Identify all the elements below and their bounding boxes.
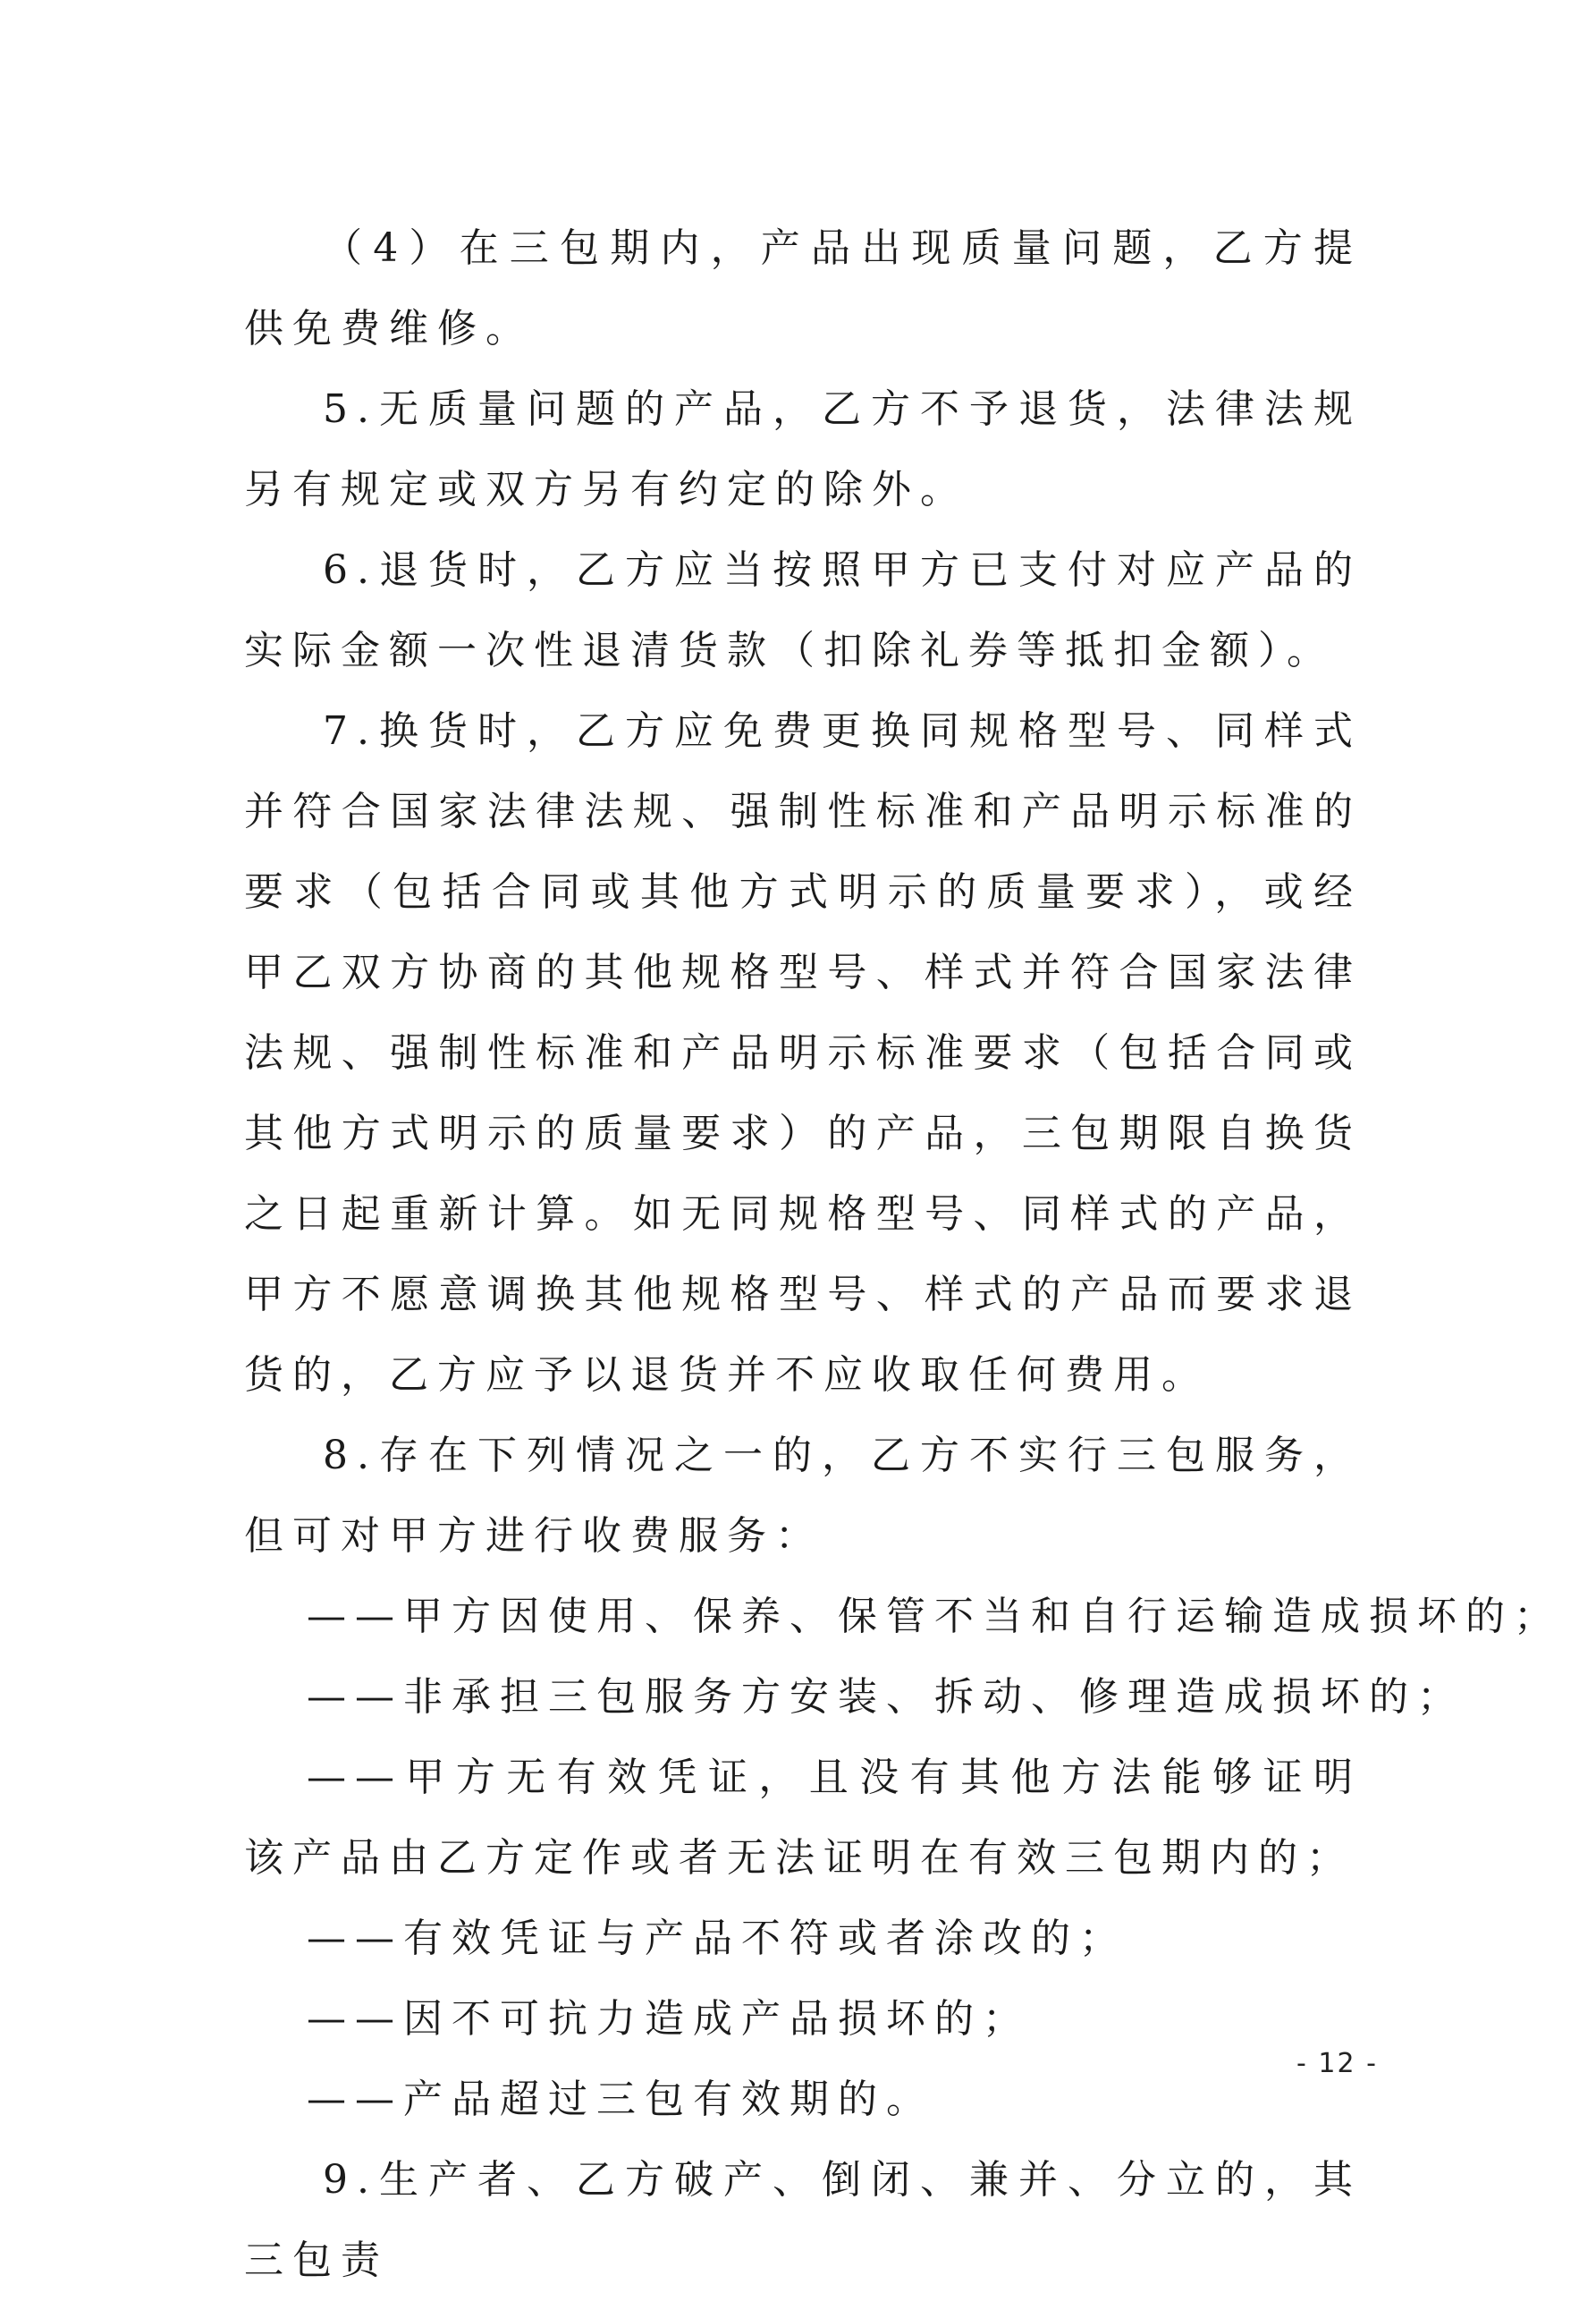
- paragraph-9-bankruptcy: 9.生产者、乙方破产、倒闭、兼并、分立的，其三包责: [244, 2157, 1362, 2283]
- paragraph-4-repair: （4）在三包期内，产品出现质量问题，乙方提供免费维修。: [244, 225, 1362, 351]
- exclusion-item: ——甲方无有效凭证，且没有其他方法能够证明该产品由乙方定作或者无法证明在有效三包期内的；: [244, 1755, 1362, 1881]
- exclusion-item: ——有效凭证与产品不符或者涂改的；: [307, 1916, 1127, 1961]
- exclusion-item: ——非承担三包服务方安装、拆动、修理造成损坏的；: [307, 1674, 1465, 1720]
- exclusion-item: ——因不可抗力造成产品损坏的；: [307, 1996, 1031, 2042]
- paragraph-7-exchange: 7.换货时，乙方应免费更换同规格型号、同样式并符合国家法律法规、强制性标准和产品明示标准的要求（包括合同或其他方式明示的质量要求），或经甲乙双方协商的其他规格型号、样式并符合国家法律法规、强制性标准和产品明示标准要求（包括合同或其他方式明示的质量要求）的产品，三包期限自换货之日起重新计算。如无同规格型号、同样式的产品，甲方不愿意调换其他规格型号、样式的产品而要求退货的，乙方应予以退货并不应收取任何费用。: [244, 708, 1362, 1398]
- paragraph-5-no-return: 5.无质量问题的产品，乙方不予退货，法律法规另有规定或双方另有约定的除外。: [244, 386, 1362, 512]
- document-body: [244, 208, 1562, 2301]
- page-number: - 12 -: [1296, 2048, 1378, 2079]
- exclusion-item: ——甲方因使用、保养、保管不当和自行运输造成损坏的；: [307, 1594, 1562, 1639]
- exclusion-item: ——产品超过三包有效期的。: [307, 2077, 934, 2122]
- paragraph-8-exclusions-intro: 8.存在下列情况之一的，乙方不实行三包服务，但可对甲方进行收费服务：: [244, 1433, 1362, 1559]
- paragraph-6-refund: 6.退货时，乙方应当按照甲方已支付对应产品的实际金额一次性退清货款（扣除礼券等抵扣金额）。: [244, 547, 1362, 673]
